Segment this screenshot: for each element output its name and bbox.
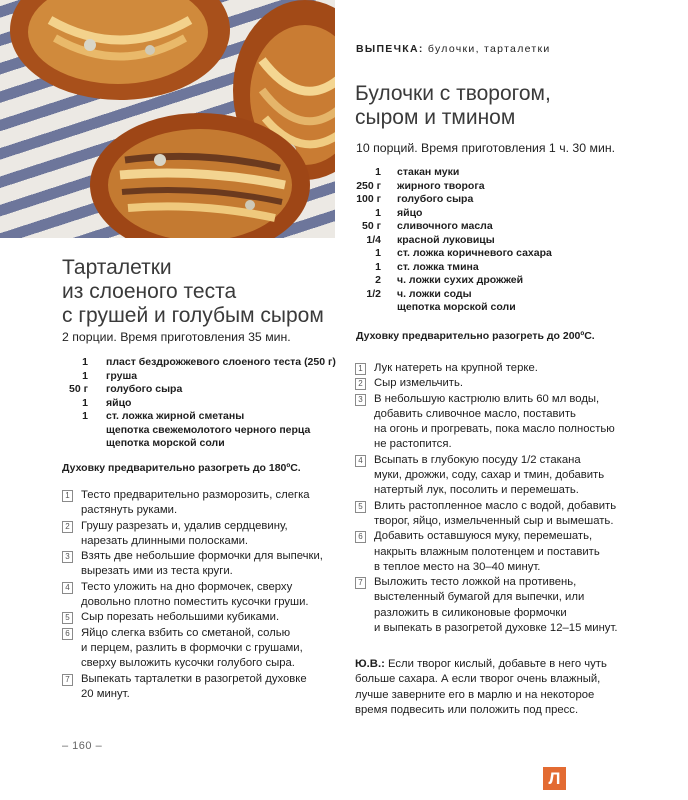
- right-ingredients-list: [352, 166, 552, 315]
- ingredient-row: [352, 261, 552, 275]
- title-line: с грушей и голубым сыром: [62, 304, 324, 327]
- step-number: 4: [62, 582, 73, 594]
- right-recipe-title: [355, 82, 655, 130]
- step-text: Взять две небольшие формочки для выпечки, вырезать ими из теста круги.: [81, 550, 323, 578]
- step-text: Выложить тесто ложкой на противень, выстеленный бумагой для выпечки, или разложить в силиконовые формочки и выпекать в разогретой духовке 12–15 минут.: [374, 576, 618, 635]
- step-text: Тесто предварительно разморозить, слегка растянуть руками.: [81, 489, 310, 517]
- step-text: Тесто уложить на дно формочек, сверху довольно плотно поместить кусочки груши.: [81, 580, 309, 609]
- step-text: Выпекать тарталетки в разогретой духовке 20 минут.: [81, 672, 307, 700]
- ingredient-item: яйцо: [106, 396, 132, 409]
- ingredient-item: груша: [106, 369, 138, 382]
- ingredient-item: щепотка морской соли: [397, 301, 516, 313]
- page-number: – 160 –: [62, 740, 103, 752]
- note-label: Ю.В.:: [355, 658, 385, 670]
- step-text: Грушу разрезать и, удалив сердцевину, нарезать длинными полосками.: [81, 519, 288, 547]
- step-number: 5: [355, 501, 366, 513]
- step-number: 3: [62, 551, 73, 563]
- section-name: ВЫПЕЧКА:: [356, 43, 424, 55]
- ingredient-row: [352, 180, 552, 194]
- step-item: [355, 575, 655, 636]
- step-text: Сыр порезать небольшими кубиками.: [81, 611, 280, 624]
- title-line: сыром и тмином: [355, 106, 516, 129]
- ingredient-row: [352, 220, 552, 234]
- step-number: 1: [62, 490, 73, 502]
- step-text: В небольшую кастрюлю влить 60 мл воды, добавить сливочное масло, поставить на огонь и прогревать, пока масло полностью не растопится.: [374, 392, 615, 451]
- ingredient-row: [352, 207, 552, 221]
- ingredient-qty: 1: [82, 410, 88, 422]
- ingredient-qty: 250 г: [356, 179, 381, 192]
- tartlet-illustration: [0, 0, 335, 238]
- step-number: 2: [355, 378, 366, 390]
- ingredient-item: ст. ложка жирной сметаны: [106, 410, 245, 422]
- step-text: Влить растопленное масло с водой, добавить творог, яйцо, измельченный сыр и вымешать.: [374, 499, 617, 527]
- step-item: [355, 361, 655, 376]
- step-item: [62, 610, 340, 625]
- left-ingredients-list: [48, 356, 336, 451]
- publisher-logo-icon[interactable]: Л: [543, 767, 566, 790]
- step-number: 7: [355, 577, 366, 589]
- title-line: из слоеного теста: [62, 280, 237, 303]
- ingredient-row: [352, 193, 552, 207]
- step-item: [355, 376, 655, 391]
- ingredient-row: [48, 410, 336, 424]
- ingredient-qty: 50 г: [69, 383, 88, 395]
- step-item: [62, 519, 340, 550]
- ingredient-item: голубого сыра: [106, 383, 183, 395]
- left-recipe-title: [62, 256, 342, 328]
- ingredient-item: ст. ложка тмина: [397, 260, 479, 273]
- ingredient-item: красной луковицы: [397, 233, 495, 246]
- left-steps-list: [62, 488, 340, 702]
- ingredient-qty: 1: [82, 356, 88, 368]
- ingredient-row: [352, 247, 552, 261]
- step-text: Всыпать в глубокую посуду 1/2 стакана муки, дрожжи, соду, сахар и тмин, добавить натертый лук, посолить и перемешать.: [374, 453, 605, 497]
- ingredient-qty: 50 г: [362, 220, 381, 232]
- ingredient-qty: 100 г: [356, 193, 381, 205]
- ingredient-row: [48, 437, 336, 451]
- step-text: Яйцо слегка взбить со сметаной, солью и перцем, разлить в формочки с грушами, сверху выложить кусочки голубого сыра.: [81, 626, 303, 670]
- ingredient-item: стакан муки: [397, 166, 460, 178]
- ingredient-qty: 1: [82, 369, 88, 382]
- step-item: [62, 488, 340, 519]
- ingredient-row: [352, 288, 552, 302]
- section-label: [356, 43, 551, 55]
- ingredient-item: ст. ложка коричневого сахара: [397, 247, 552, 259]
- ingredient-row: [352, 234, 552, 248]
- ingredient-row: [48, 383, 336, 397]
- step-item: [62, 626, 340, 672]
- right-recipe-meta: 10 порций. Время приготовления 1 ч. 30 мин.: [356, 141, 616, 155]
- step-number: 1: [355, 363, 366, 375]
- step-item: [355, 499, 655, 530]
- subsection-name: булочки, тарталетки: [427, 43, 551, 55]
- step-item: [355, 453, 655, 499]
- ingredient-qty: 1: [375, 166, 381, 178]
- ingredient-item: голубого сыра: [397, 193, 474, 205]
- ingredient-item: ч. ложки соды: [397, 287, 472, 300]
- ingredient-item: сливочного масла: [397, 220, 493, 232]
- step-number: 4: [355, 455, 366, 467]
- step-number: 6: [355, 531, 366, 543]
- left-recipe-meta: 2 порции. Время приготовления 35 мин.: [62, 330, 291, 344]
- ingredient-row: [48, 356, 336, 370]
- ingredient-qty: [48, 437, 88, 451]
- step-item: [62, 672, 340, 703]
- ingredient-qty: 2: [375, 274, 381, 286]
- step-item: [62, 549, 340, 580]
- ingredient-item: яйцо: [397, 206, 423, 219]
- ingredient-qty: 1: [375, 260, 381, 273]
- step-item: [355, 392, 655, 453]
- step-text: Сыр измельчить.: [374, 377, 463, 390]
- step-number: 6: [62, 628, 73, 640]
- ingredient-item: щепотка морской соли: [106, 437, 225, 449]
- ingredient-item: пласт бездрожжевого слоеного теста (250 г): [106, 356, 336, 368]
- step-item: [355, 529, 655, 575]
- ingredient-qty: 1: [375, 206, 381, 219]
- ingredient-qty: 1: [375, 247, 381, 259]
- right-preheat-note: Духовку предварительно разогреть до 200ºС.: [356, 330, 595, 342]
- author-note: [355, 657, 655, 718]
- ingredient-qty: [352, 301, 381, 315]
- ingredient-item: щепотка свежемолотого черного перца: [106, 423, 311, 436]
- title-line: Булочки с творогом,: [355, 82, 551, 105]
- step-number: 2: [62, 521, 73, 533]
- step-text: Лук натереть на крупной терке.: [374, 362, 538, 374]
- ingredient-item: жирного творога: [397, 179, 485, 192]
- ingredient-qty: 1/4: [366, 233, 381, 246]
- note-text: Если творог кислый, добавьте в него чуть больше сахара. А если творог очень влажный, лучше заверните его в марлю и на некоторое время подвесить или положить под пресс.: [355, 658, 607, 716]
- ingredient-row: [48, 424, 336, 438]
- left-preheat-note: Духовку предварительно разогреть до 180ºС.: [62, 462, 301, 474]
- ingredient-qty: 1: [82, 396, 88, 409]
- pear-tartlet-photo: [0, 0, 335, 238]
- ingredient-item: ч. ложки сухих дрожжей: [397, 274, 524, 286]
- ingredient-qty: [48, 424, 88, 438]
- ingredient-row: [352, 166, 552, 180]
- ingredient-row: [48, 370, 336, 384]
- step-text: Добавить оставшуюся муку, перемешать, накрыть влажным полотенцем и поставить в теплое место на 30–40 минут.: [374, 530, 600, 573]
- step-item: [62, 580, 340, 611]
- step-number: 7: [62, 674, 73, 686]
- ingredient-row: [352, 301, 552, 315]
- ingredient-row: [352, 274, 552, 288]
- ingredient-row: [48, 397, 336, 411]
- ingredient-qty: 1/2: [366, 287, 381, 300]
- step-number: 5: [62, 612, 73, 624]
- right-steps-list: [355, 361, 655, 636]
- step-number: 3: [355, 394, 366, 406]
- title-line: Тарталетки: [62, 256, 172, 279]
